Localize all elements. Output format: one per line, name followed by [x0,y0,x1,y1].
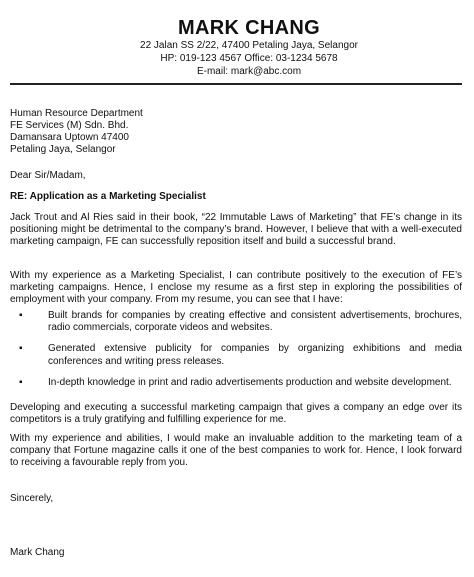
body-paragraph-1: Jack Trout and Al Ries said in their book, “22 Immutable Laws of Marketing” that FE’s change in its positioning might be detrimental to the company’s brand. However, I believe that with a well-executed marketing campaign, FE can successfully reposition itself and build a successful brand. [10,212,462,248]
list-item-text: In-depth knowledge in print and radio advertisements production and website development. [48,376,452,388]
recipient-line: Human Resource Department [10,108,143,119]
salutation: Dear Sir/Madam, [10,170,86,181]
subject-line: RE: Application as a Marketing Specialist [10,191,206,202]
letter-header [10,17,464,78]
sender-email: E-mail: mark@abc.com [196,66,302,77]
signature-name: Mark Chang [10,547,65,558]
bullet-icon: ▪ [19,376,23,388]
recipient-line: Petaling Jaya, Selangor [10,144,116,155]
recipient-line: FE Services (M) Sdn. Bhd. [10,120,129,131]
list-item-text: Built brands for companies by creating effective and consistent advertisements, brochures, radio commercials, corporate videos and websites. [48,310,462,334]
header-divider [10,83,462,85]
recipient-line: Damansara Uptown 47400 [10,132,129,143]
closing: Sincerely, [10,493,54,504]
body-paragraph-2: With my experience as a Marketing Specialist, I can contribute positively to the execution of FE’s marketing campaigns. Hence, I enclose my resume as a first step in exploring the possibilities of employment with your company. From my resume, you can see that I have: [10,270,462,306]
body-paragraph-3: Developing and executing a successful marketing campaign that gives a company an edge over its competitors is a truly gratifying and fulfilling experience for me. [10,402,462,426]
bullet-icon: ▪ [19,310,23,321]
bullet-icon: ▪ [19,343,23,355]
experience-list [10,310,462,398]
list-item [10,310,462,334]
list-item-text: Generated extensive publicity for companies by organizing exhibitions and media conferences and writing press releases. [48,343,462,367]
sender-phone: HP: 019-123 4567 Office: 03-1234 5678 [160,53,338,64]
sender-address: 22 Jalan SS 2/22, 47400 Petaling Jaya, Selangor [140,40,358,51]
list-item [10,377,462,389]
recipient-block [10,108,143,156]
list-item [10,343,462,367]
sender-name: MARK CHANG [178,17,320,39]
body-paragraph-4: With my experience and abilities, I would make an invaluable addition to the marketing team of a company that Fortune magazine calls it one of the best companies to work for. Hence, I look forward to receiving a favourable reply from you. [10,433,462,469]
